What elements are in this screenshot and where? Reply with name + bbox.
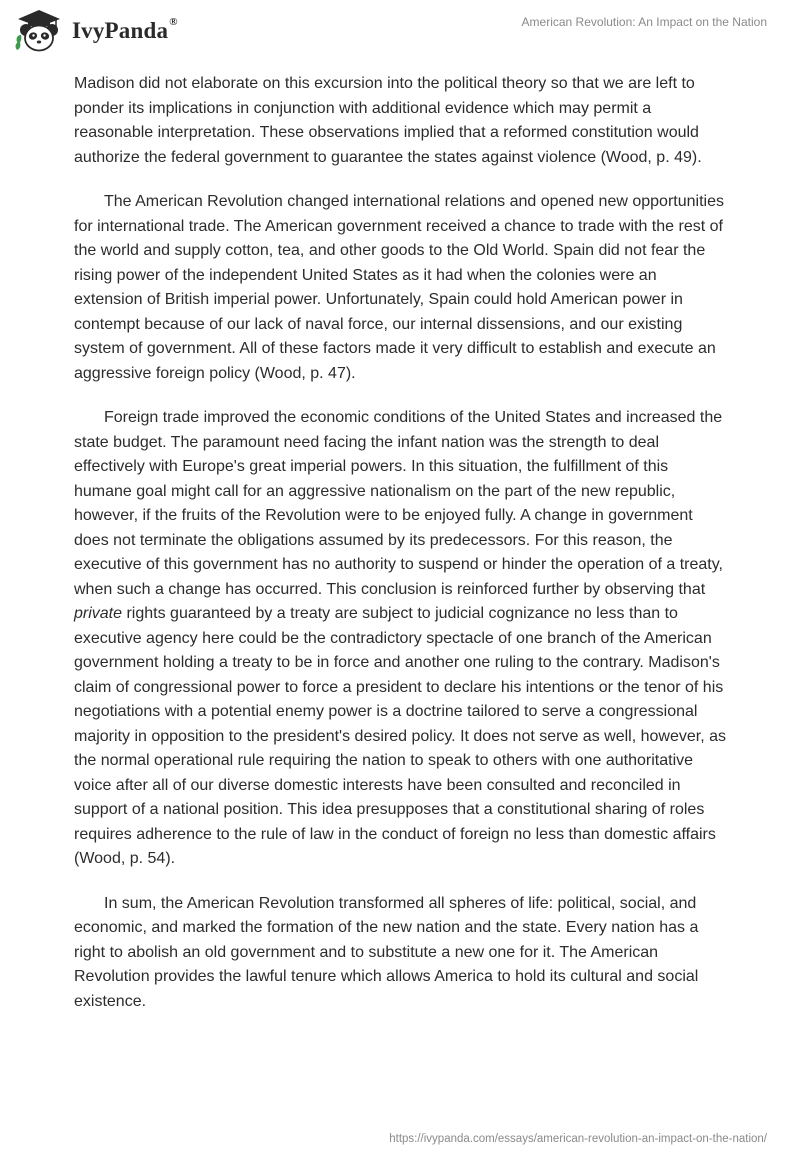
paragraph-3 xyxy=(74,406,726,872)
paragraph-1: Madison did not elaborate on this excursion into the political theory so that we are left to ponder its implications in conjunction with additional evidence which may permit a reasonable interpretation. These observations implied that a reformed constitution would authorize the federal government to guarantee the states against violence (Wood, p. 49). xyxy=(74,75,702,166)
document-title: American Revolution: An Impact on the Nation xyxy=(521,15,767,29)
paragraph-3-text-before: Foreign trade improved the economic conditions of the United States and increased the state budget. The paramount need facing the infant nation was the strength to deal effectively with Europe's great imperial powers. In this situation, the fulfillment of this humane goal might call for an aggressive nationalism on the part of the new republic, however, if the fruits of the Revolution were to be enjoyed fully. A change in government does not terminate the obligations assumed by its predecessors. For this reason, the executive of this government has no authority to suspend or hinder the operation of a treaty, when such a change has occurred. This conclusion is reinforced further by observing that xyxy=(74,409,723,598)
brand-name xyxy=(72,18,178,44)
paragraph-3-italic-word: private xyxy=(74,605,123,622)
paragraph-4: In sum, the American Revolution transformed all spheres of life: political, social, and economic, and marked the formation of the new nation and the state. Every nation has a right to abolish an old government and to substitute a new one for it. The American Revolution provides the lawful tenure which allows America to hold its cultural and social existence. xyxy=(74,894,699,1010)
page-header xyxy=(0,0,800,66)
source-url-link[interactable]: https://ivypanda.com/essays/american-revolution-an-impact-on-the-nation/ xyxy=(389,1133,767,1145)
ivypanda-logo[interactable] xyxy=(14,8,178,54)
paragraph-3-text-after: rights guaranteed by a treaty are subject to judicial cognizance no less than to executive agency here could be the contradictory spectacle of one branch of the American government holding a treaty to be in force and another one ruling to the contrary. Madison's claim of congressional power to force a president to declare his intentions or the tenor of his negotiations with a potential enemy power is a doctrine tailored to serve a congressional majority in opposition to the president's desired policy. It does not serve as well, however, as the normal operational rule requiring the nation to speak to others with one authoritative voice after all of our diverse domestic interests have been consulted and reconciled in support of a national position. This idea presupposes that a constitutional sharing of roles requires adherence to the rule of law in the conduct of foreign no less than domestic affairs (Wood, p. 54). xyxy=(74,605,726,867)
essay-body xyxy=(74,72,726,1034)
paragraph-2: The American Revolution changed international relations and opened new opportunities for international trade. The American government received a chance to trade with the rest of the world and supply cotton, tea, and other goods to the Old World. Spain did not fear the rising power of the independent United States as it had when the colonies were an extension of British imperial power. Unfortunately, Spain could hold American power in contempt because of our lack of naval force, our internal dissensions, and our existing system of government. All of these factors made it very difficult to establish and execute an aggressive foreign policy (Wood, p. 47). xyxy=(74,193,724,382)
panda-graduate-icon xyxy=(14,8,64,54)
registered-mark: ® xyxy=(169,16,178,28)
brand-name-text: IvyPanda xyxy=(72,18,169,43)
